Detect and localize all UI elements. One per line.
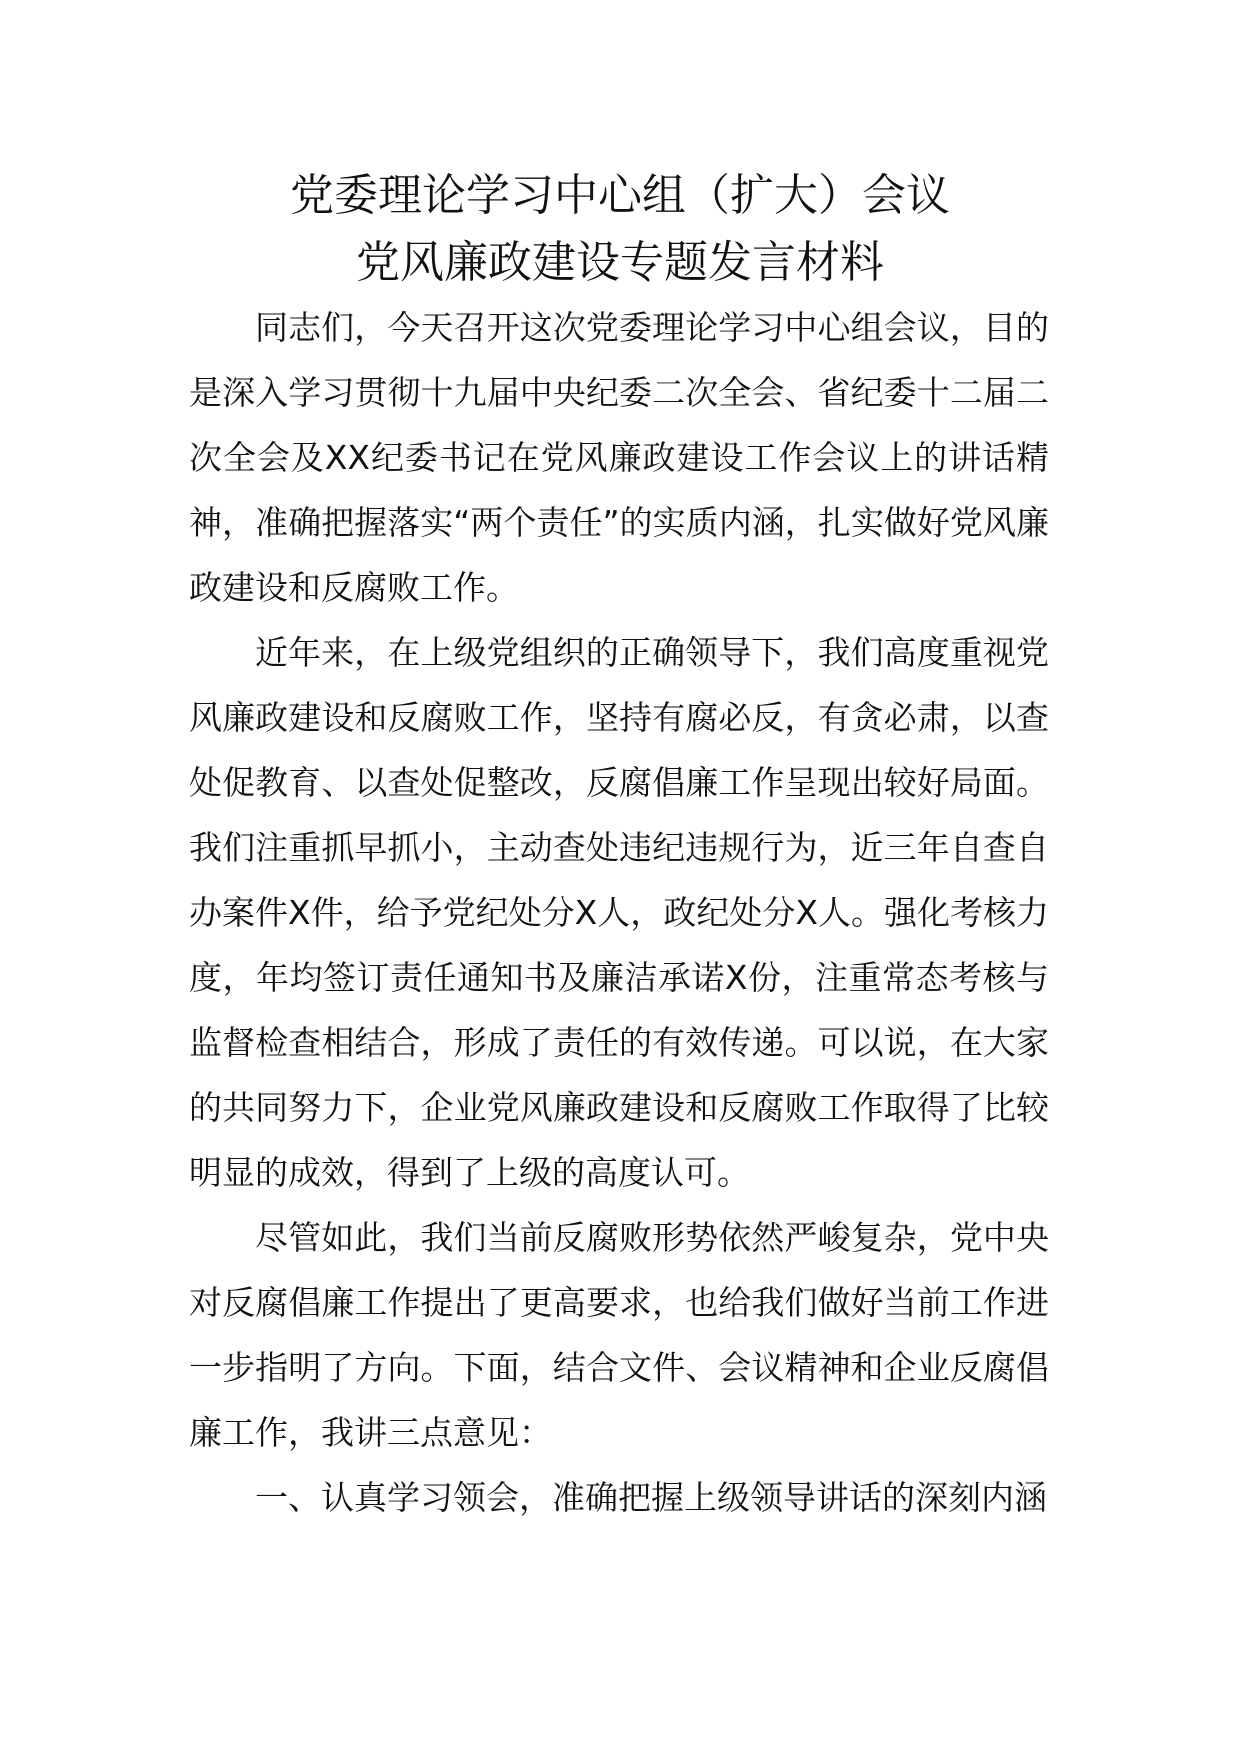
document-title-line-2: 党风廉政建设专题发言材料 (356, 237, 884, 288)
section-heading-1: 一、认真学习领会，准确把握上级领导讲话的深刻内涵 (255, 1478, 1047, 1517)
document-title-line-1: 党委理论学习中心组（扩大）会议 (290, 170, 950, 221)
body-paragraph-1: 同志们，今天召开这次党委理论学习中心组会议，目的是深入学习贯彻十九届中央纪委二次全会、省纪委十二届二次全会及XX纪委书记在党风廉政建设工作会议上的讲话精神，准确把握落实“两个责任”的实质内涵，扎实做好党风廉政建设和反腐败工作。 (189, 308, 1049, 607)
body-paragraph-3: 尽管如此，我们当前反腐败形势依然严峻复杂，党中央对反腐倡廉工作提出了更高要求，也给我们做好当前工作进一步指明了方向。下面，结合文件、会议精神和企业反腐倡廉工作，我讲三点意见： (189, 1218, 1049, 1452)
body-paragraph-2: 近年来，在上级党组织的正确领导下，我们高度重视党风廉政建设和反腐败工作，坚持有腐必反，有贪必肃，以查处促教育、以查处促整改，反腐倡廉工作呈现出较好局面。我们注重抓早抓小，主动查处违纪违规行为，近三年自查自办案件X件，给予党纪处分X人，政纪处分X人。强化考核力度，年均签订责任通知书及廉洁承诺X份，注重常态考核与监督检查相结合，形成了责任的有效传递。可以说，在大家的共同努力下，企业党风廉政建设和反腐败工作取得了比较明显的成效，得到了上级的高度认可。 (189, 633, 1049, 1192)
